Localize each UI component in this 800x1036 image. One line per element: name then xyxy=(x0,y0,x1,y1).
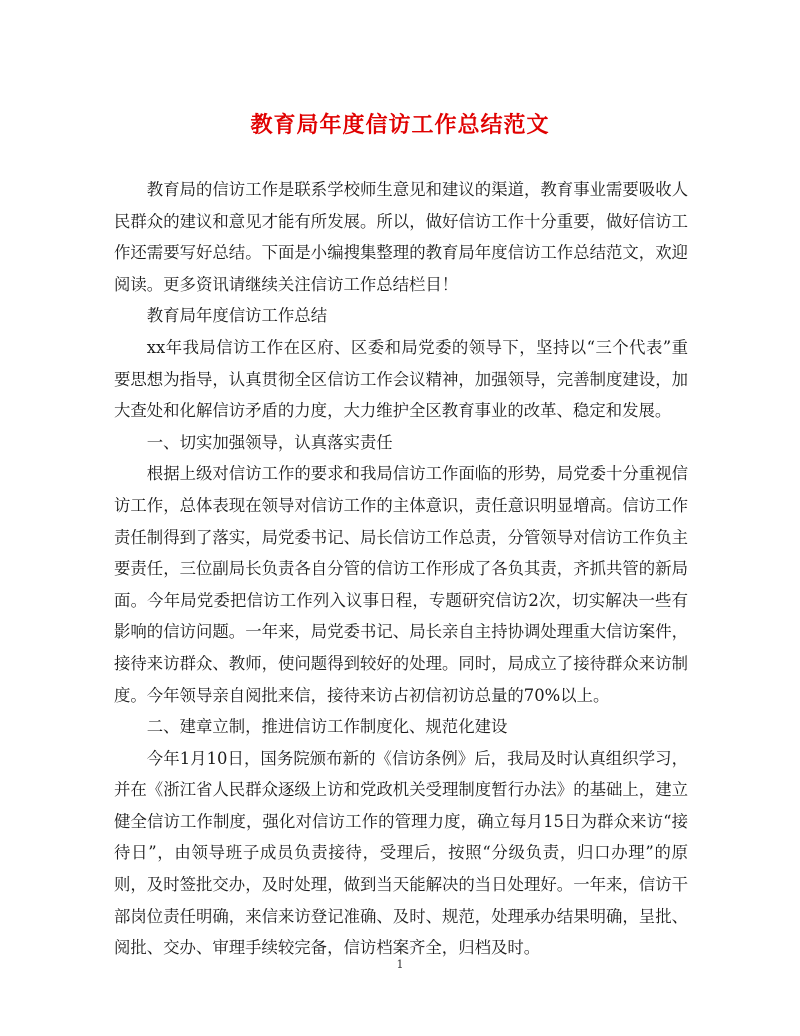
intro-paragraph: 教育局的信访工作是联系学校师生意见和建议的渠道，教育事业需要吸收人民群众的建议和意见才能有所发展。所以，做好信访工作十分重要，做好信访工作还需要写好总结。下面是小编搜集整理的教育局年度信访工作总结范文，欢迎阅读。更多资讯请继续关注信访工作总结栏目！ xyxy=(114,180,688,294)
body-paragraph: 根据上级对信访工作的要求和我局信访工作面临的形势，局党委十分重视信访工作，总体表现在领导对信访工作的主体意识，责任意识明显增高。信访工作责任制得到了落实，局党委书记、局长信访工作总责，分管领导对信访工作负主要责任，三位副局长负责各自分管的信访工作形成了各负其责，齐抓共管的新局面。今年局党委把信访工作列入议事日程，专题研究信访2次，切实解决一些有影响的信访问题。一年来，局党委书记、局长亲自主持协调处理重大信访案件，接待来访群众、教师，使问题得到较好的处理。同时，局成立了接待群众来访制度。今年领导亲自阅批来信，接待来访占初信初访总量的70%以上。 xyxy=(114,464,688,705)
section-heading: 一、切实加强领导，认真落实责任 xyxy=(146,432,393,452)
body-paragraph: 今年1月10日，国务院颁布新的《信访条例》后，我局及时认真组织学习，并在《浙江省人民群众逐级上访和党政机关受理制度暂行办法》的基础上，建立健全信访工作制度，强化对信访工作的管理力度，确立每月15日为群众来访“接待日”，由领导班子成员负责接待，受理后，按照“分级负责，归口办理”的原则，及时签批交办，及时处理，做到当天能解决的当日处理好。一年来，信访干部岗位责任明确，来信来访登记准确、及时、规范，处理承办结果明确，呈批、阅批、交办、审理手续较完备，信访档案齐全，归档及时。 xyxy=(114,748,688,958)
document-body xyxy=(114,174,688,964)
section-heading: 二、建章立制，推进信访工作制度化、规范化建设 xyxy=(146,717,508,737)
section-heading: 教育局年度信访工作总结 xyxy=(146,306,328,326)
document-title: 教育局年度信访工作总结范文 xyxy=(250,112,550,138)
page-number: 1 xyxy=(396,958,404,971)
body-paragraph: xx年我局信访工作在区府、区委和局党委的领导下，坚持以“三个代表”重要思想为指导，认真贯彻全区信访工作会议精神，加强领导，完善制度建设，加大查处和化解信访矛盾的力度，大力维护全区教育事业的改革、稳定和发展。 xyxy=(114,337,688,421)
